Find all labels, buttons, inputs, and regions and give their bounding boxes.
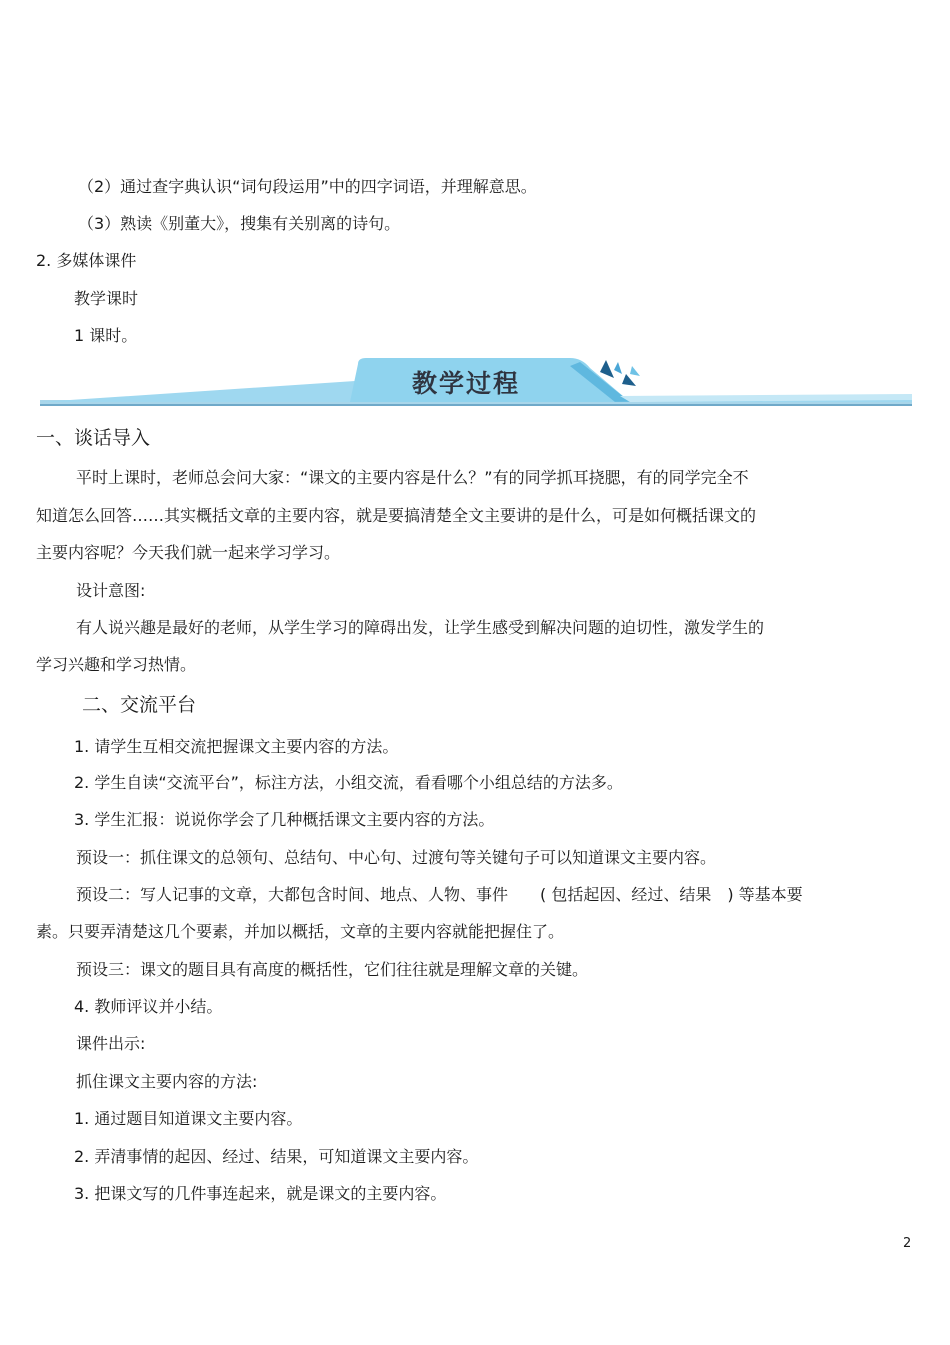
materials-line-3: （3）熟读《别董大》，搜集有关别离的诗句。 [78, 214, 401, 233]
exchange-line-1: 1. 请学生互相交流把握课文主要内容的方法。 [74, 737, 399, 756]
exchange-line-3: 3. 学生汇报：说说你学会了几种概括课文主要内容的方法。 [74, 810, 495, 829]
methods-label: 抓住课文主要内容的方法: [76, 1072, 258, 1091]
section-heading-intro: 一、谈话导入 [36, 427, 151, 449]
intro-paragraph-line-2: 知道怎么回答……其实概括文章的主要内容，就是要搞清楚全文主要讲的是什么，可是如何概括课文的 [36, 506, 757, 525]
exchange-line-4: 4. 教师评议并小结。 [74, 997, 223, 1016]
design-intent-line-1: 有人说兴趣是最好的老师，从学生学习的障碍出发，让学生感受到解决问题的迫切性，激发学生的 [76, 618, 765, 637]
preset-three: 预设三：课文的题目具有高度的概括性，它们往往就是理解文章的关键。 [76, 960, 589, 979]
intro-paragraph-line-1: 平时上课时，老师总会问大家：“课文的主要内容是什么？”有的同学抓耳挠腮，有的同学完全不 [76, 468, 749, 487]
preset-one: 预设一：抓住课文的总领句、总结句、中心句、过渡句等关键句子可以知道课文主要内容。 [76, 848, 717, 867]
courseware-label: 课件出示: [76, 1034, 146, 1053]
lesson-hours-label: 教学课时 [74, 289, 139, 308]
intro-paragraph-line-3: 主要内容呢？今天我们就一起来学习学习。 [36, 543, 341, 562]
banner-title: 教学过程 [412, 369, 521, 398]
preset-two-line-1: 预设二：写人记事的文章，大都包含时间、地点、人物、事件 ( 包括起因、经过、结果 ) 等基本要 [76, 885, 803, 904]
materials-line-2: （2）通过查字典认识“词句段运用”中的四字词语，并理解意思。 [78, 177, 537, 196]
lesson-hours-value: 1 课时。 [74, 326, 138, 345]
multimedia-heading: 2. 多媒体课件 [36, 251, 137, 270]
method-3: 3. 把课文写的几件事连起来，就是课文的主要内容。 [74, 1184, 447, 1203]
design-intent-line-2: 学习兴趣和学习热情。 [36, 655, 197, 674]
preset-two-line-2: 素。只要弄清楚这几个要素，并加以概括，文章的主要内容就能把握住了。 [36, 922, 565, 941]
method-1: 1. 通过题目知道课文主要内容。 [74, 1109, 303, 1128]
section-heading-exchange: 二、交流平台 [82, 694, 197, 716]
exchange-line-2: 2. 学生自读“交流平台”，标注方法，小组交流，看看哪个小组总结的方法多。 [74, 773, 623, 792]
page-number: 2 [903, 1236, 912, 1251]
design-intent-label: 设计意图: [76, 581, 146, 600]
method-2: 2. 弄清事情的起因、经过、结果，可知道课文主要内容。 [74, 1147, 479, 1166]
